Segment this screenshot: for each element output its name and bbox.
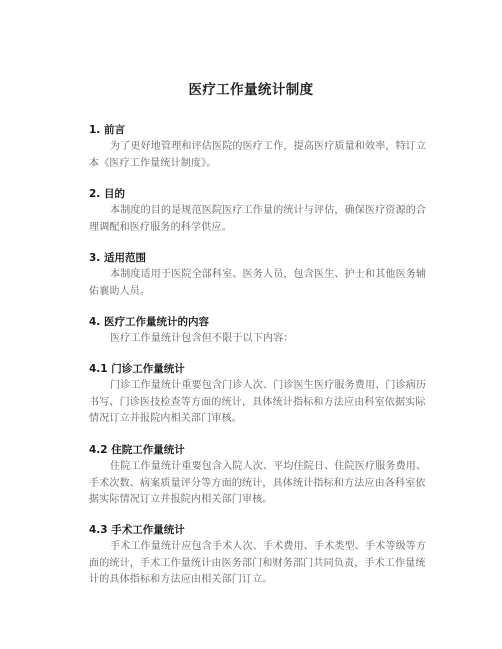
section-paragraph-purpose: 本制度的目的是规范医院医疗工作量的统计与评估，确保医疗资源的合理调配和医疗服务的科学供应。	[89, 205, 427, 233]
section-heading-inpatient: 4.2 住院工作量统计	[89, 444, 185, 456]
section-heading-scope: 3. 适用范围	[89, 252, 146, 264]
section-heading-content: 4. 医疗工作量统计的内容	[89, 316, 209, 328]
section-heading-purpose: 2. 目的	[89, 188, 125, 200]
section-paragraph-outpatient: 门诊工作量统计重要包含门诊人次、门诊医生医疗服务费用、门诊病历书写、门诊医技检查等方面的统计，具体统计指标和方法应由科室依据实际情况订立并报院内相关部门审核。	[89, 380, 427, 424]
section-paragraph-content: 医疗工作量统计包含但不限于以下内容：	[110, 333, 294, 344]
section-paragraph-surgery: 手术工作量统计应包含手术人次、手术费用、手术类型、手术等级等方面的统计，手术工作量统计由医务部门和财务部门共同负责，手术工作量统计的具体指标和方法应由相关部门订立。	[89, 541, 427, 585]
section-paragraph-scope: 本制度适用于医院全部科室、医务人员，包含医生、护士和其他医务辅佑襄助人员。	[89, 269, 427, 297]
section-paragraph-preface: 为了更好地管理和评估医院的医疗工作，提高医疗质量和效率，特订立本《医疗工作量统计制度》。	[89, 141, 427, 169]
section-heading-preface: 1. 前言	[89, 124, 125, 136]
section-heading-outpatient: 4.1 门诊工作量统计	[89, 363, 185, 375]
document-title: 医疗工作量统计制度	[188, 82, 314, 98]
section-paragraph-inpatient: 住院工作量统计重要包含入院人次、平均住院日、住院医疗服务费用、手术次数、病案质量评分等方面的统计，具体统计指标和方法应由各科室依据实际情况订立并报院内相关部门审核。	[89, 461, 427, 505]
section-heading-surgery: 4.3 手术工作量统计	[89, 524, 185, 536]
